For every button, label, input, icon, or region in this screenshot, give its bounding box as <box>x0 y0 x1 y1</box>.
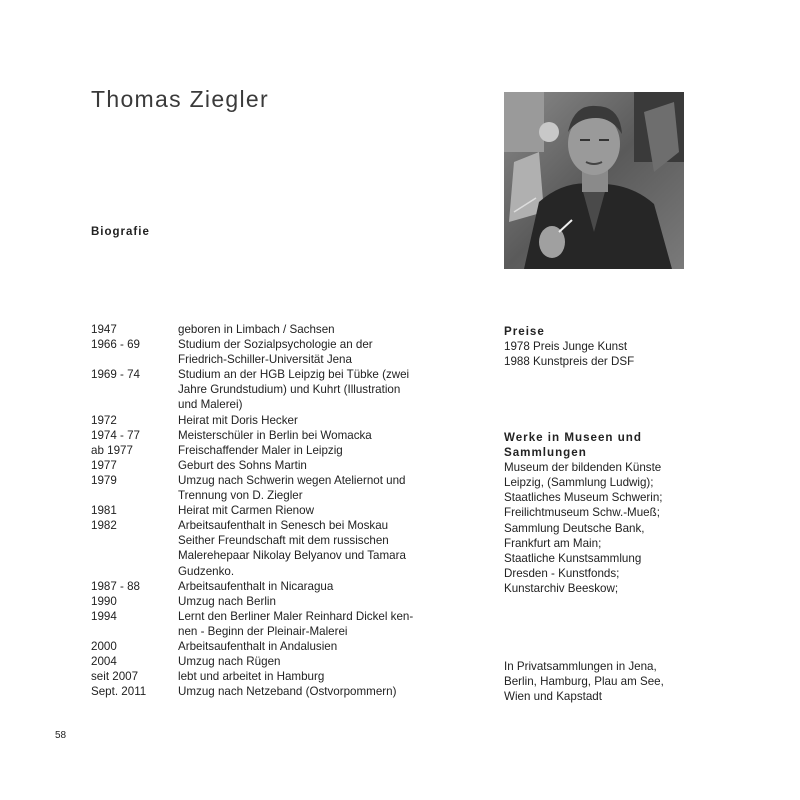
biography-year: 1981 <box>91 504 117 518</box>
biography-entry <box>91 654 451 669</box>
works-heading: Werke in Museen und <box>504 431 642 444</box>
biography-year: Sept. 2011 <box>91 685 147 699</box>
biography-year: ab 1977 <box>91 443 133 457</box>
biography-year: 1990 <box>91 594 117 608</box>
biography-year: 1979 <box>91 473 117 487</box>
works-item: Staatliches Museum Schwerin; <box>504 491 663 505</box>
biography-text <box>178 684 448 699</box>
biography-line: Trennung von D. Ziegler <box>178 489 303 503</box>
biography-text <box>178 639 448 654</box>
biography-text <box>178 322 448 337</box>
private-collection-line: Wien und Kapstadt <box>504 690 602 704</box>
biography-year: 1974 - 77 <box>91 428 140 442</box>
biography-line: Arbeitsaufenthalt in Nicaragua <box>178 579 334 593</box>
biography-line: Umzug nach Schwerin wegen Ateliernot und <box>178 473 406 487</box>
biography-entry <box>91 639 451 654</box>
biography-text <box>178 473 448 503</box>
biography-line: und Malerei) <box>178 398 243 412</box>
works-item: Kunstarchiv Beeskow; <box>504 581 619 595</box>
biography-text <box>178 579 448 594</box>
biography-text <box>178 594 448 609</box>
prizes-section <box>504 324 704 369</box>
biography-entry <box>91 669 451 684</box>
works-item: Frankfurt am Main; <box>504 536 602 550</box>
biography-line: Arbeitsaufenthalt in Andalusien <box>178 639 338 653</box>
biography-year: 1972 <box>91 413 117 427</box>
biography-entry <box>91 503 451 518</box>
biography-entry <box>91 428 451 443</box>
biography-entry <box>91 337 451 367</box>
biography-year: 1977 <box>91 458 117 472</box>
biography-year: 1982 <box>91 519 117 533</box>
prizes-heading: Preise <box>504 325 545 338</box>
biography-line: Gudzenko. <box>178 564 235 578</box>
biography-line: Freischaffender Maler in Leipzig <box>178 443 343 457</box>
biography-line: Geburt des Sohns Martin <box>178 458 307 472</box>
private-collection-line: In Privatsammlungen in Jena, <box>504 660 657 673</box>
biography-entry <box>91 518 451 578</box>
works-item: Freilichtmuseum Schw.-Mueß; <box>504 506 660 520</box>
biography-entry <box>91 579 451 594</box>
biography-entry <box>91 594 451 609</box>
biography-year: 1987 - 88 <box>91 579 140 593</box>
private-collections-section <box>504 659 704 704</box>
biography-line: Lernt den Berliner Maler Reinhard Dickel ken- <box>178 609 414 623</box>
biography-year: 1966 - 69 <box>91 338 140 352</box>
biography-text <box>178 337 448 367</box>
biography-line: Studium an der HGB Leipzig bei Tübke (zwei <box>178 368 410 382</box>
prize-item: 1978 Preis Junge Kunst <box>504 340 628 354</box>
portrait-photo-icon <box>504 92 684 269</box>
biography-text <box>178 503 448 518</box>
biography-line: Seither Freundschaft mit dem russischen <box>178 534 389 548</box>
biography-text <box>178 654 448 669</box>
biography-line: Jahre Grundstudium) und Kuhrt (Illustration <box>178 383 401 397</box>
works-item: Museum der bildenden Künste <box>504 461 662 475</box>
biography-list <box>91 322 451 699</box>
private-collection-line: Berlin, Hamburg, Plau am See, <box>504 675 664 689</box>
biography-entry <box>91 367 451 412</box>
biography-line: lebt und arbeitet in Hamburg <box>178 670 325 684</box>
biography-text <box>178 428 448 443</box>
biography-year: seit 2007 <box>91 670 139 684</box>
prize-item: 1988 Kunstpreis der DSF <box>504 355 635 369</box>
biography-heading: Biografie <box>91 226 150 238</box>
biography-text <box>178 518 448 578</box>
biography-entry <box>91 322 451 337</box>
biography-entry <box>91 443 451 458</box>
biography-text <box>178 413 448 428</box>
biography-text <box>178 669 448 684</box>
biography-line: Friedrich-Schiller-Universität Jena <box>178 353 352 367</box>
biography-entry <box>91 609 451 639</box>
biography-year: 2000 <box>91 639 117 653</box>
biography-line: nen - Beginn der Pleinair-Malerei <box>178 624 348 638</box>
biography-line: Heirat mit Carmen Rienow <box>178 504 314 518</box>
page-number: 58 <box>55 730 67 741</box>
biography-line: geboren in Limbach / Sachsen <box>178 323 335 336</box>
page-title: Thomas Ziegler <box>91 86 269 112</box>
biography-line: Meisterschüler in Berlin bei Womacka <box>178 428 372 442</box>
biography-line: Malerehepaar Nikolay Belyanov und Tamara <box>178 549 406 563</box>
works-item: Staatliche Kunstsammlung <box>504 551 642 565</box>
biography-year: 2004 <box>91 655 117 669</box>
biography-line: Umzug nach Netzeband (Ostvorpommern) <box>178 685 397 699</box>
biography-entry <box>91 473 451 503</box>
biography-line: Umzug nach Rügen <box>178 655 281 669</box>
works-item: Dresden - Kunstfonds; <box>504 566 620 580</box>
works-heading: Sammlungen <box>504 446 587 460</box>
biography-line: Arbeitsaufenthalt in Senesch bei Moskau <box>178 519 389 533</box>
biography-text <box>178 367 448 412</box>
biography-line: Umzug nach Berlin <box>178 594 276 608</box>
biography-text <box>178 443 448 458</box>
biography-line: Studium der Sozialpsychologie an der <box>178 338 373 352</box>
biography-entry <box>91 684 451 699</box>
works-item: Sammlung Deutsche Bank, <box>504 521 645 535</box>
works-section <box>504 430 704 596</box>
biography-entry <box>91 413 451 428</box>
works-item: Leipzig, (Sammlung Ludwig); <box>504 476 654 490</box>
biography-text <box>178 609 448 639</box>
biography-entry <box>91 458 451 473</box>
biography-line: Heirat mit Doris Hecker <box>178 413 298 427</box>
biography-text <box>178 458 448 473</box>
biography-year: 1947 <box>91 323 117 336</box>
biography-year: 1969 - 74 <box>91 368 140 382</box>
biography-year: 1994 <box>91 609 117 623</box>
